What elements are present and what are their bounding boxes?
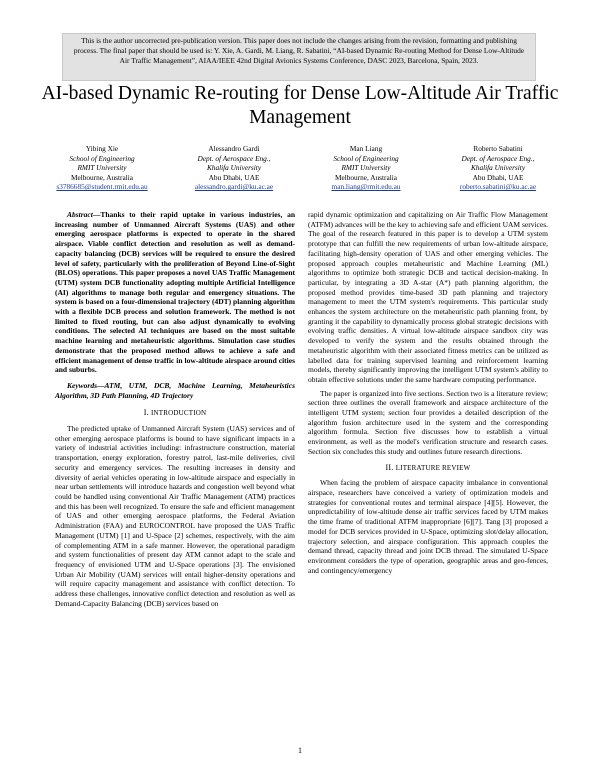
abstract-text: —Thanks to their rapid uptake in various industries, an increasing number of Unmanned Aircraft Systems (UAS) and other emerging aerospace platforms is expected to operate in the shared airspace. Viable conflict detection and resolution as well as demand-capacity balancing (DCB) services will be required to ensure the desired level of safety, particularly with the proliferation of Beyond Line-of-Sight (BLOS) operations. This paper proposes a novel UAS Traffic Management (UTM) system DCB functionality adopting multiple Artificial Intelligence (AI) algorithms to manage both regular and emergency situations. The system is based on a four-dimensional trajectory (4DT) planning algorithm with a flexible DCB process and solution framework. The method is not limited to fixed routing, but can also adjust dynamically to evolving conditions. The selected AI techniques are based on the most suitable machine learning and metaheuristic algorithms. Simulation case studies demonstrate that the proposed method allows to achieve a safe and efficient management of dense traffic in low-altitude airspace around cities and suburbs. [55, 210, 295, 375]
author-block [432, 144, 564, 192]
paragraph: When facing the problem of airspace capacity imbalance in conventional airspace, researchers have conceived a variety of optimization models and strategies for conventional routes and terminal airspace [4][5]. However, the unpredictability of low-altitude dense air traffic services faced by UTM makes the time frame of traditional ATFM inappropriate [6][7]. Tang [3] proposed a model for DCB services provided in U-Space, optimizing slot/delay allocation, trajectory selection, and airspace configuration. This approach couples the demand thread, capacity thread and joint DCB thread. The simulated U-Space environment considers the type of operation, geographic areas and geo-fences, and contingency/emergency [308, 478, 548, 575]
section-number: II. [385, 462, 394, 472]
author-name: Man Liang [349, 144, 383, 153]
author-email-link[interactable]: s3786685@student.rmit.edu.au [56, 182, 148, 192]
preprint-notice: This is the author uncorrected pre-publication version. This paper does not include the changes arising from the revision, formatting and publishing process. The final paper that should be used is: Y. Xie, A. Gardi, M. Liang, R. Sabatini, “AI-based Dynamic Re-routing Method for Dense Low-Altitude Air Traffic Management”, AIAA/IEEE 42nd Digital Avionics Systems Conference, DASC 2023, Barcelona, Spain, 2023. [62, 33, 536, 81]
author-org: Khalifa University [470, 163, 526, 173]
paragraph: rapid dynamic optimization and capitalizing on Air Traffic Flow Management (ATFM) advances will be the key to achieving safe and efficient UAM services. The goal of the research featured in this paper is to develop a UTM system prototype that can fulfill the new requirements of urban low-altitude airspace, facilitating high-density operation of UAS and other emerging vehicles. The proposed approach couples metaheuristic and Machine Learning (ML) algorithms to optimize both strategic DCB and tactical decision-making. In particular, by integrating a 3D A-star (A*) path planning algorithm, the proposed method provides time-based 3D path planning and trajectory management to meet the UTM system's requirements. This particular study enhances the system architecture on the metaheuristic path planning front, by granting it the capability to dynamically process global strategic decisions with evolving traffic densities. A virtual low-altitude airspace sandbox city was developed to verify the system and the results obtained through the metaheuristic algorithm with their associated fitness metrics can be utilized as labelled data for training supervised learning and reinforcement learning models, thereby significantly improving the intelligent UTM system's ability to obtain effective solutions under the same hardware computing performance. [308, 210, 548, 384]
author-dept: Dept. of Aerospace Eng., [461, 153, 535, 163]
keywords: Keywords—ATM, UTM, DCB, Machine Learning, Metaheuristics Algorithm, 3D Path Planning, 4D Trajectory [55, 380, 295, 400]
author-email-link[interactable]: alessandro.gardi@ku.ac.ae [194, 182, 274, 192]
section-number: I. [143, 408, 149, 418]
section-heading-introduction [55, 408, 295, 419]
abstract [55, 210, 295, 375]
author-name: Roberto Sabatini [473, 144, 523, 153]
author-location: Melbourne, Australia [70, 172, 133, 182]
author-block [168, 144, 300, 192]
author-org: RMIT University [77, 163, 127, 173]
author-block [300, 144, 432, 192]
author-email-link[interactable]: roberto.sabatini@ku.ac.ae [459, 182, 537, 192]
author-name: Alessandro Gardi [208, 144, 260, 153]
section-heading-literature-review [308, 463, 548, 474]
author-org: RMIT University [341, 163, 391, 173]
author-list [36, 144, 564, 192]
section-title: INTRODUCTION [150, 409, 207, 418]
left-column [55, 210, 295, 612]
author-email-link[interactable]: man.liang@rmit.edu.au [331, 182, 401, 192]
right-column [308, 210, 548, 579]
section-title: LITERATURE REVIEW [395, 463, 471, 472]
paper-title: AI-based Dynamic Re-routing for Dense Low-Altitude Air Traffic Management [41, 83, 559, 128]
page-number: 1 [298, 746, 302, 755]
abstract-label: Abstract [67, 210, 93, 219]
paragraph: The predicted uptake of Unmanned Aircraft System (UAS) services and of other emerging aerospace platforms is bound to have significant impacts in a variety of industrial activities including: infrastructure construction, material transportation, energy exploration, forestry patrol, last-mile deliveries, civil security and emergency services. The resulting increases in density and diversity of aerial vehicles operating in low-altitude airspace and especially in near urban settlements will introduce hazards and congestion well beyond what could be handled using conventional Air Traffic Management (ATM) practices and this has been well recognized. To ensure the safe and efficient management of UAS and other emerging aerospace platforms, the Federal Aviation Administration (FAA) and EUROCONTROL have proposed the UAS Traffic Management (UTM) [1] and U-Space [2] schemes, respectively, with the aim of complementing ATM in a safe manner. However, the operational paradigm and system functionalities of present day ATM cannot adapt to the scale and frequency of envisioned UTM and U-Space operations [3]. The envisioned Urban Air Mobility (UAM) services will entail higher-density operations and will require capacity management and assistance with conflict detection. To address these challenges, innovative conflict detection and resolution as well as Demand-Capacity Balancing (DCB) services based on [55, 424, 295, 608]
author-location: Abu Dhabi, UAE [208, 172, 260, 182]
author-location: Abu Dhabi, UAE [472, 172, 524, 182]
author-dept: School of Engineering [69, 153, 135, 163]
author-dept: School of Engineering [333, 153, 399, 163]
author-block [36, 144, 168, 192]
author-dept: Dept. of Aerospace Eng., [197, 153, 271, 163]
author-org: Khalifa University [206, 163, 262, 173]
paragraph: The paper is organized into five sections. Section two is a literature review; section three outlines the overall framework and airspace architecture of the intelligent UTM system; section four provides a detailed description of the algorithm fusion architecture used in the system and the corresponding algorithm formula. Section five discusses how to establish a virtual environment, as well as the model's verification structure and research cases. Section six concludes this study and outlines future research directions. [308, 388, 548, 456]
author-location: Melbourne, Australia [334, 172, 397, 182]
author-name: Yibing Xie [85, 144, 119, 153]
